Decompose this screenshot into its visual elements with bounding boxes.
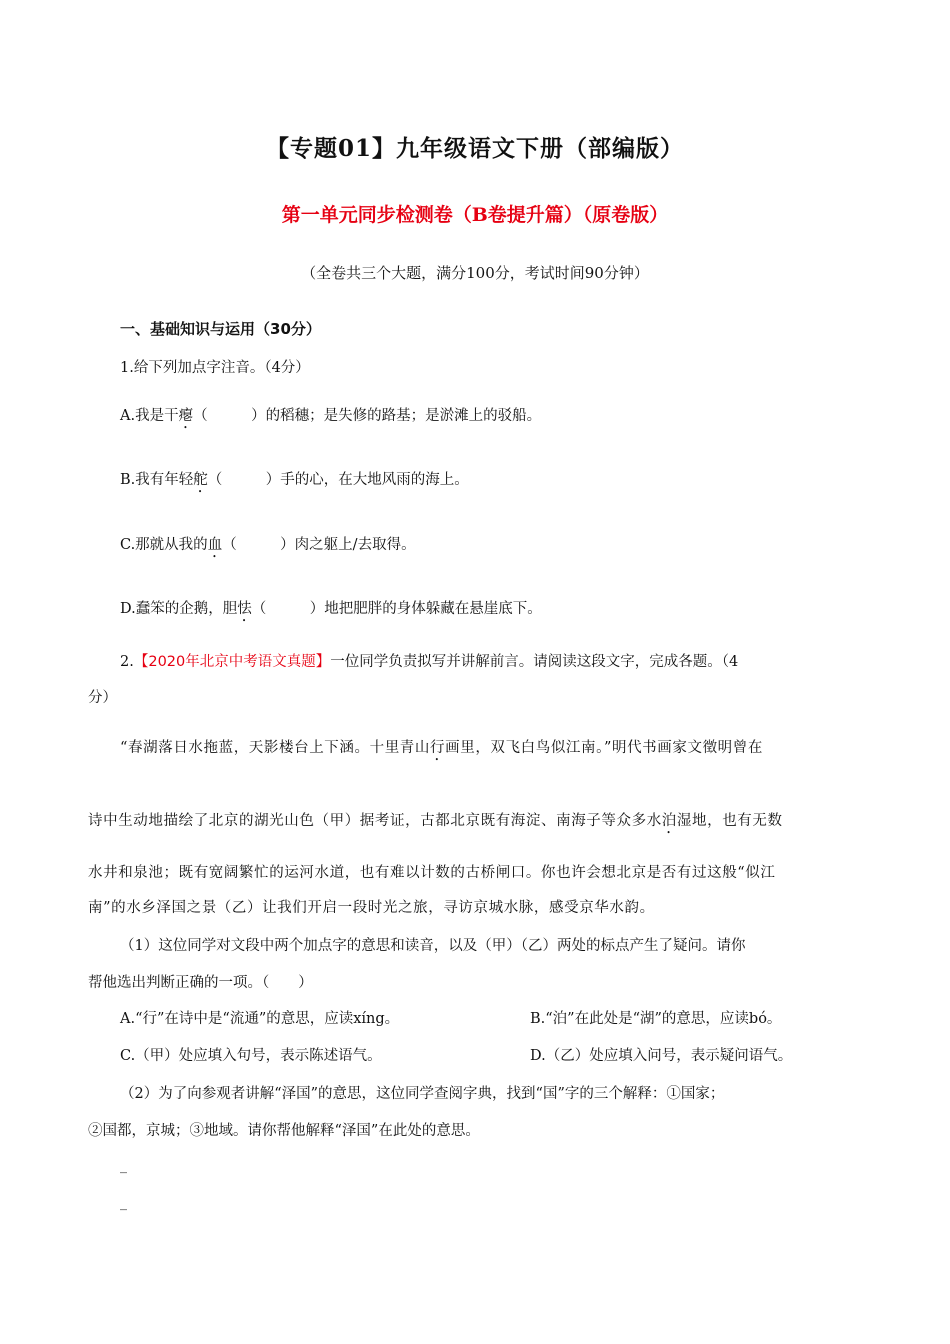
exam-info: （全卷共三个大题，满分100分，考试时间90分钟） bbox=[301, 264, 649, 282]
document-subtitle: 第一单元同步检测卷（B卷提升篇）（原卷版） bbox=[281, 204, 669, 226]
question-1-stem: 1.给下列加点字注音。（4分） bbox=[120, 360, 310, 376]
question-1-option-d bbox=[120, 597, 542, 625]
answer-blank-2: _ bbox=[120, 1195, 127, 1211]
question-1-option-c bbox=[120, 533, 416, 561]
document-title: 【专题01】九年级语文下册（部编版） bbox=[265, 135, 684, 162]
subquestion-1-line-2: 帮他选出判断正确的一项。（ ） bbox=[88, 975, 313, 991]
option-d-suffix: （ ）地把肥胖的身体躲藏在悬崖底下。 bbox=[251, 601, 542, 617]
passage-text: 诗中生动地描绘了北京的湖光山色（甲）据考证，古都北京既有海淀、南海子等众多水 bbox=[88, 813, 662, 829]
answer-blank-1: _ bbox=[120, 1158, 127, 1174]
option-c-prefix: C.那就从我的 bbox=[120, 537, 208, 553]
question-2-stem-text: 一位同学负责拟写并讲解前言。请阅读这段文字，完成各题。（4 bbox=[330, 654, 739, 670]
question-2-stem bbox=[120, 650, 738, 671]
choice-b: B.“泊”在此处是“湖”的意思，应读bó。 bbox=[530, 1011, 782, 1027]
question-2-stem-tail: 分） bbox=[88, 690, 117, 706]
option-c-suffix: （ ）肉之躯上/去取得。 bbox=[222, 537, 416, 553]
passage-text: “春湖落日水拖蓝，天影楼台上下涵。十里青山 bbox=[120, 740, 431, 756]
section-heading: 一、基础知识与运用（30分） bbox=[120, 320, 321, 338]
choice-c: C.（甲）处应填入句号，表示陈述语气。 bbox=[120, 1048, 382, 1064]
passage-text: 湿地，也有无数 bbox=[676, 813, 783, 829]
question-source-tag: 【2020年北京中考语文真题】 bbox=[133, 654, 331, 670]
option-d-prefix: D.蠢笨的企鹅，胆 bbox=[120, 601, 238, 617]
dotted-char: 舵 bbox=[193, 472, 208, 488]
choice-d: D.（乙）处应填入问号，表示疑问语气。 bbox=[530, 1048, 793, 1064]
passage-line-3: 水井和泉池；既有宽阔繁忙的运河水道，也有难以计数的古桥闸口。你也许会想北京是否有过这般“似江 bbox=[88, 865, 776, 881]
dotted-char: 怯 bbox=[237, 601, 252, 617]
question-2-number: 2. bbox=[120, 654, 134, 670]
dotted-char: 血 bbox=[207, 537, 223, 553]
passage-line-2 bbox=[88, 809, 783, 837]
option-a-prefix: A.我是干 bbox=[120, 408, 179, 424]
question-1-option-b bbox=[120, 468, 469, 496]
option-b-prefix: B.我有年轻 bbox=[120, 472, 194, 488]
question-1-option-a bbox=[120, 404, 541, 432]
dotted-char: 行 bbox=[430, 740, 446, 756]
subquestion-1-line-1: （1）这位同学对文段中两个加点字的意思和读音，以及（甲）（乙）两处的标点产生了疑问。请你 bbox=[120, 938, 746, 954]
subquestion-2-line-2: ②国都，京城；③地域。请你帮他解释“泽国”在此处的意思。 bbox=[88, 1123, 480, 1139]
dotted-char: 瘪 bbox=[178, 408, 194, 424]
dotted-char: 泊 bbox=[661, 813, 677, 829]
passage-line-4: 南”的水乡泽国之景（乙）让我们开启一段时光之旅，寻访京城水脉，感受京华水韵。 bbox=[88, 900, 655, 916]
passage-line-1 bbox=[120, 736, 763, 764]
option-a-suffix: （ ）的稻穗；是失修的路基；是淤滩上的驳船。 bbox=[193, 408, 542, 424]
passage-text: 画里，双飞白鸟似江南。”明代书画家文徵明曾在 bbox=[445, 740, 763, 756]
choice-a: A.“行”在诗中是“流通”的意思，应读xíng。 bbox=[120, 1011, 400, 1027]
subquestion-2-line-1: （2）为了向参观者讲解“泽国”的意思，这位同学查阅字典，找到“国”字的三个解释：①国家； bbox=[120, 1086, 725, 1102]
option-b-suffix: （ ）手的心，在大地风雨的海上。 bbox=[207, 472, 469, 488]
